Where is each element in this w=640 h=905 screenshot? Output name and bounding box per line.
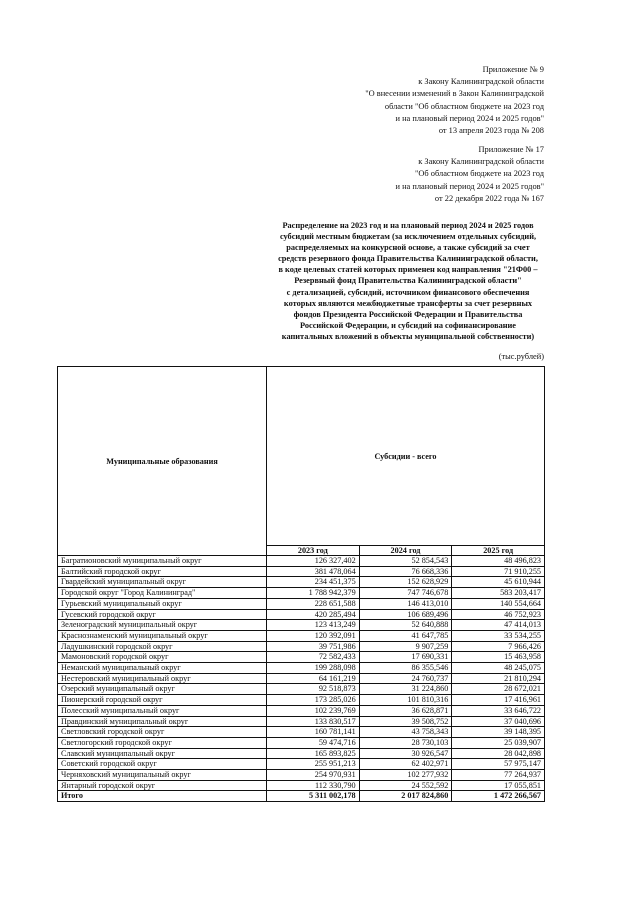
value-2024-cell: 31 224,860 [359, 684, 452, 695]
municipality-cell: Нестеровский муниципальный округ [58, 673, 267, 684]
value-2025-cell: 57 975,147 [452, 759, 545, 770]
value-2024-cell: 24 552,592 [359, 780, 452, 791]
header-municipality: Муниципальные образования [58, 367, 267, 556]
title-line: субсидий местным бюджетам (за исключением отдельных субсидий, [279, 232, 537, 242]
unit-label: (тыс.рублей) [498, 352, 544, 361]
value-2025-cell: 140 554,664 [452, 598, 545, 609]
document-title [258, 220, 558, 342]
table-row [58, 748, 545, 759]
appendix-9-block [365, 64, 544, 137]
appendix-line: и на плановый период 2024 и 2025 годов" [395, 113, 544, 123]
header-year-2025: 2025 год [452, 546, 545, 556]
title-line: Российской Федерации, и субсидий на софинансирование [300, 320, 516, 330]
table-row [58, 598, 545, 609]
municipality-cell: Янтарный городской округ [58, 780, 267, 791]
value-2024-cell: 2 017 824,860 [359, 791, 452, 802]
value-2024-cell: 747 746,678 [359, 588, 452, 599]
header-subsidies-total: Субсидии - всего [267, 367, 545, 546]
appendix-line: "О внесении изменений в Закон Калининградской [365, 89, 544, 99]
value-2025-cell: 25 039,907 [452, 737, 545, 748]
subsidies-table [57, 366, 545, 802]
municipality-cell: Багратионовский муниципальный округ [58, 556, 267, 567]
appendix-line: и на плановый период 2024 и 2025 годов" [395, 181, 544, 191]
value-2024-cell: 76 668,336 [359, 566, 452, 577]
table-row [58, 663, 545, 674]
value-2024-cell: 39 508,752 [359, 716, 452, 727]
table-row [58, 780, 545, 791]
value-2025-cell: 77 264,937 [452, 770, 545, 781]
table-row [58, 727, 545, 738]
value-2024-cell: 17 690,331 [359, 652, 452, 663]
title-line: которых являются межбюджетные трансферты за счет резервных [283, 298, 533, 308]
value-2024-cell: 52 854,543 [359, 556, 452, 567]
value-2025-cell: 28 042,898 [452, 748, 545, 759]
table-row [58, 759, 545, 770]
municipality-cell: Правдинский муниципальный округ [58, 716, 267, 727]
value-2025-cell: 7 966,426 [452, 641, 545, 652]
value-2023-cell: 173 285,026 [267, 695, 360, 706]
value-2025-cell: 17 055,851 [452, 780, 545, 791]
value-2024-cell: 9 907,259 [359, 641, 452, 652]
municipality-cell: Озерский муниципальный округ [58, 684, 267, 695]
value-2025-cell: 15 463,958 [452, 652, 545, 663]
municipality-cell: Гурьевский муниципальный округ [58, 598, 267, 609]
table-row [58, 630, 545, 641]
header-year-2023: 2023 год [267, 546, 360, 556]
title-line: Резервный фонд Правительства Калининградской области" [294, 276, 522, 286]
appendix-line: Приложение № 9 [482, 65, 544, 74]
table-row [58, 684, 545, 695]
header-year-2024: 2024 год [359, 546, 452, 556]
municipality-cell: Краснознаменский муниципальный округ [58, 630, 267, 641]
table-row [58, 620, 545, 631]
value-2024-cell: 146 413,010 [359, 598, 452, 609]
appendix-17-block [396, 144, 545, 205]
value-2023-cell: 1 788 942,379 [267, 588, 360, 599]
value-2025-cell: 33 534,255 [452, 630, 545, 641]
value-2023-cell: 123 413,249 [267, 620, 360, 631]
table-row [58, 566, 545, 577]
value-2023-cell: 160 781,141 [267, 727, 360, 738]
table-row [58, 588, 545, 599]
appendix-line: к Закону Калининградской области [418, 77, 544, 87]
municipality-cell: Зеленоградский муниципальный округ [58, 620, 267, 631]
value-2023-cell: 420 285,494 [267, 609, 360, 620]
title-line: фондов Президента Российской Федерации и Правительства [293, 309, 523, 319]
value-2024-cell: 86 355,546 [359, 663, 452, 674]
value-2025-cell: 33 646,722 [452, 705, 545, 716]
table-row [58, 652, 545, 663]
municipality-cell: Светлогорский городской округ [58, 737, 267, 748]
value-2025-cell: 45 610,944 [452, 577, 545, 588]
municipality-cell: Славский муниципальный округ [58, 748, 267, 759]
municipality-cell: Черняховский муниципальный округ [58, 770, 267, 781]
title-line: распределяемых на конкурсной основе, а также субсидий за счет [286, 243, 530, 253]
table-row [58, 577, 545, 588]
value-2023-cell: 72 582,433 [267, 652, 360, 663]
value-2024-cell: 28 730,103 [359, 737, 452, 748]
municipality-cell: Полесский муниципальный округ [58, 705, 267, 716]
value-2024-cell: 62 402,971 [359, 759, 452, 770]
appendix-line: области "Об областном бюджете на 2023 год [384, 101, 544, 111]
appendix-line: "Об областном бюджете на 2023 год [414, 169, 544, 179]
value-2023-cell: 39 751,986 [267, 641, 360, 652]
municipality-cell: Советский городской округ [58, 759, 267, 770]
value-2024-cell: 102 277,932 [359, 770, 452, 781]
title-line: в коде целевых статей которых применен код направления "21Ф00 – [278, 265, 538, 275]
value-2023-cell: 64 161,219 [267, 673, 360, 684]
value-2023-cell: 5 311 002,178 [267, 791, 360, 802]
value-2024-cell: 36 628,871 [359, 705, 452, 716]
table-row [58, 609, 545, 620]
municipality-cell: Мамоновский городской округ [58, 652, 267, 663]
value-2024-cell: 106 689,496 [359, 609, 452, 620]
value-2025-cell: 46 752,923 [452, 609, 545, 620]
table-row [58, 695, 545, 706]
table-row [58, 737, 545, 748]
municipality-cell: Гвардейский муниципальный округ [58, 577, 267, 588]
table-row [58, 705, 545, 716]
value-2023-cell: 126 327,402 [267, 556, 360, 567]
value-2025-cell: 17 416,961 [452, 695, 545, 706]
municipality-cell: Городской округ "Город Калининград" [58, 588, 267, 599]
value-2024-cell: 52 640,888 [359, 620, 452, 631]
value-2025-cell: 583 203,417 [452, 588, 545, 599]
municipality-cell: Балтийский городской округ [58, 566, 267, 577]
value-2024-cell: 24 760,737 [359, 673, 452, 684]
value-2023-cell: 112 330,790 [267, 780, 360, 791]
value-2025-cell: 1 472 266,567 [452, 791, 545, 802]
value-2023-cell: 59 474,716 [267, 737, 360, 748]
value-2025-cell: 47 414,013 [452, 620, 545, 631]
value-2024-cell: 101 810,316 [359, 695, 452, 706]
title-line: Распределение на 2023 год и на плановый период 2024 и 2025 годов [282, 221, 534, 230]
value-2023-cell: 199 288,098 [267, 663, 360, 674]
table-row [58, 716, 545, 727]
municipality-cell: Ладушкинский городской округ [58, 641, 267, 652]
appendix-line: к Закону Калининградской области [418, 157, 544, 167]
value-2024-cell: 152 628,929 [359, 577, 452, 588]
value-2023-cell: 254 970,931 [267, 770, 360, 781]
title-line: капитальных вложений в объекты муниципальной собственности) [281, 331, 535, 341]
value-2024-cell: 41 647,785 [359, 630, 452, 641]
table-body [58, 556, 545, 802]
title-line: средств резервного фонда Правительства Калининградской области, [278, 254, 538, 264]
value-2023-cell: 133 830,517 [267, 716, 360, 727]
value-2023-cell: 120 392,091 [267, 630, 360, 641]
value-2025-cell: 39 148,395 [452, 727, 545, 738]
municipality-cell: Неманский муниципальный округ [58, 663, 267, 674]
municipality-cell: Гусевский городской округ [58, 609, 267, 620]
value-2023-cell: 255 951,213 [267, 759, 360, 770]
value-2025-cell: 48 496,823 [452, 556, 545, 567]
value-2023-cell: 102 239,769 [267, 705, 360, 716]
title-line: с детализацией, субсидий, источником финансового обеспечения [286, 287, 530, 297]
table-total-row [58, 791, 545, 802]
value-2025-cell: 48 245,075 [452, 663, 545, 674]
value-2023-cell: 234 451,375 [267, 577, 360, 588]
appendix-line: от 13 апреля 2023 года № 208 [438, 126, 544, 136]
value-2023-cell: 92 518,873 [267, 684, 360, 695]
table-row [58, 641, 545, 652]
municipality-cell: Итого [58, 791, 267, 802]
municipality-cell: Пионерский городской округ [58, 695, 267, 706]
appendix-line: от 22 декабря 2022 года № 167 [434, 193, 544, 203]
value-2025-cell: 28 672,021 [452, 684, 545, 695]
value-2025-cell: 37 040,696 [452, 716, 545, 727]
value-2024-cell: 43 758,343 [359, 727, 452, 738]
value-2023-cell: 165 893,825 [267, 748, 360, 759]
appendix-line: Приложение № 17 [478, 145, 544, 154]
table-row [58, 770, 545, 781]
table-row [58, 556, 545, 567]
value-2023-cell: 381 478,064 [267, 566, 360, 577]
value-2023-cell: 228 651,588 [267, 598, 360, 609]
value-2025-cell: 71 910,255 [452, 566, 545, 577]
municipality-cell: Светловский городской округ [58, 727, 267, 738]
value-2024-cell: 30 926,547 [359, 748, 452, 759]
table-row [58, 673, 545, 684]
value-2025-cell: 21 810,294 [452, 673, 545, 684]
